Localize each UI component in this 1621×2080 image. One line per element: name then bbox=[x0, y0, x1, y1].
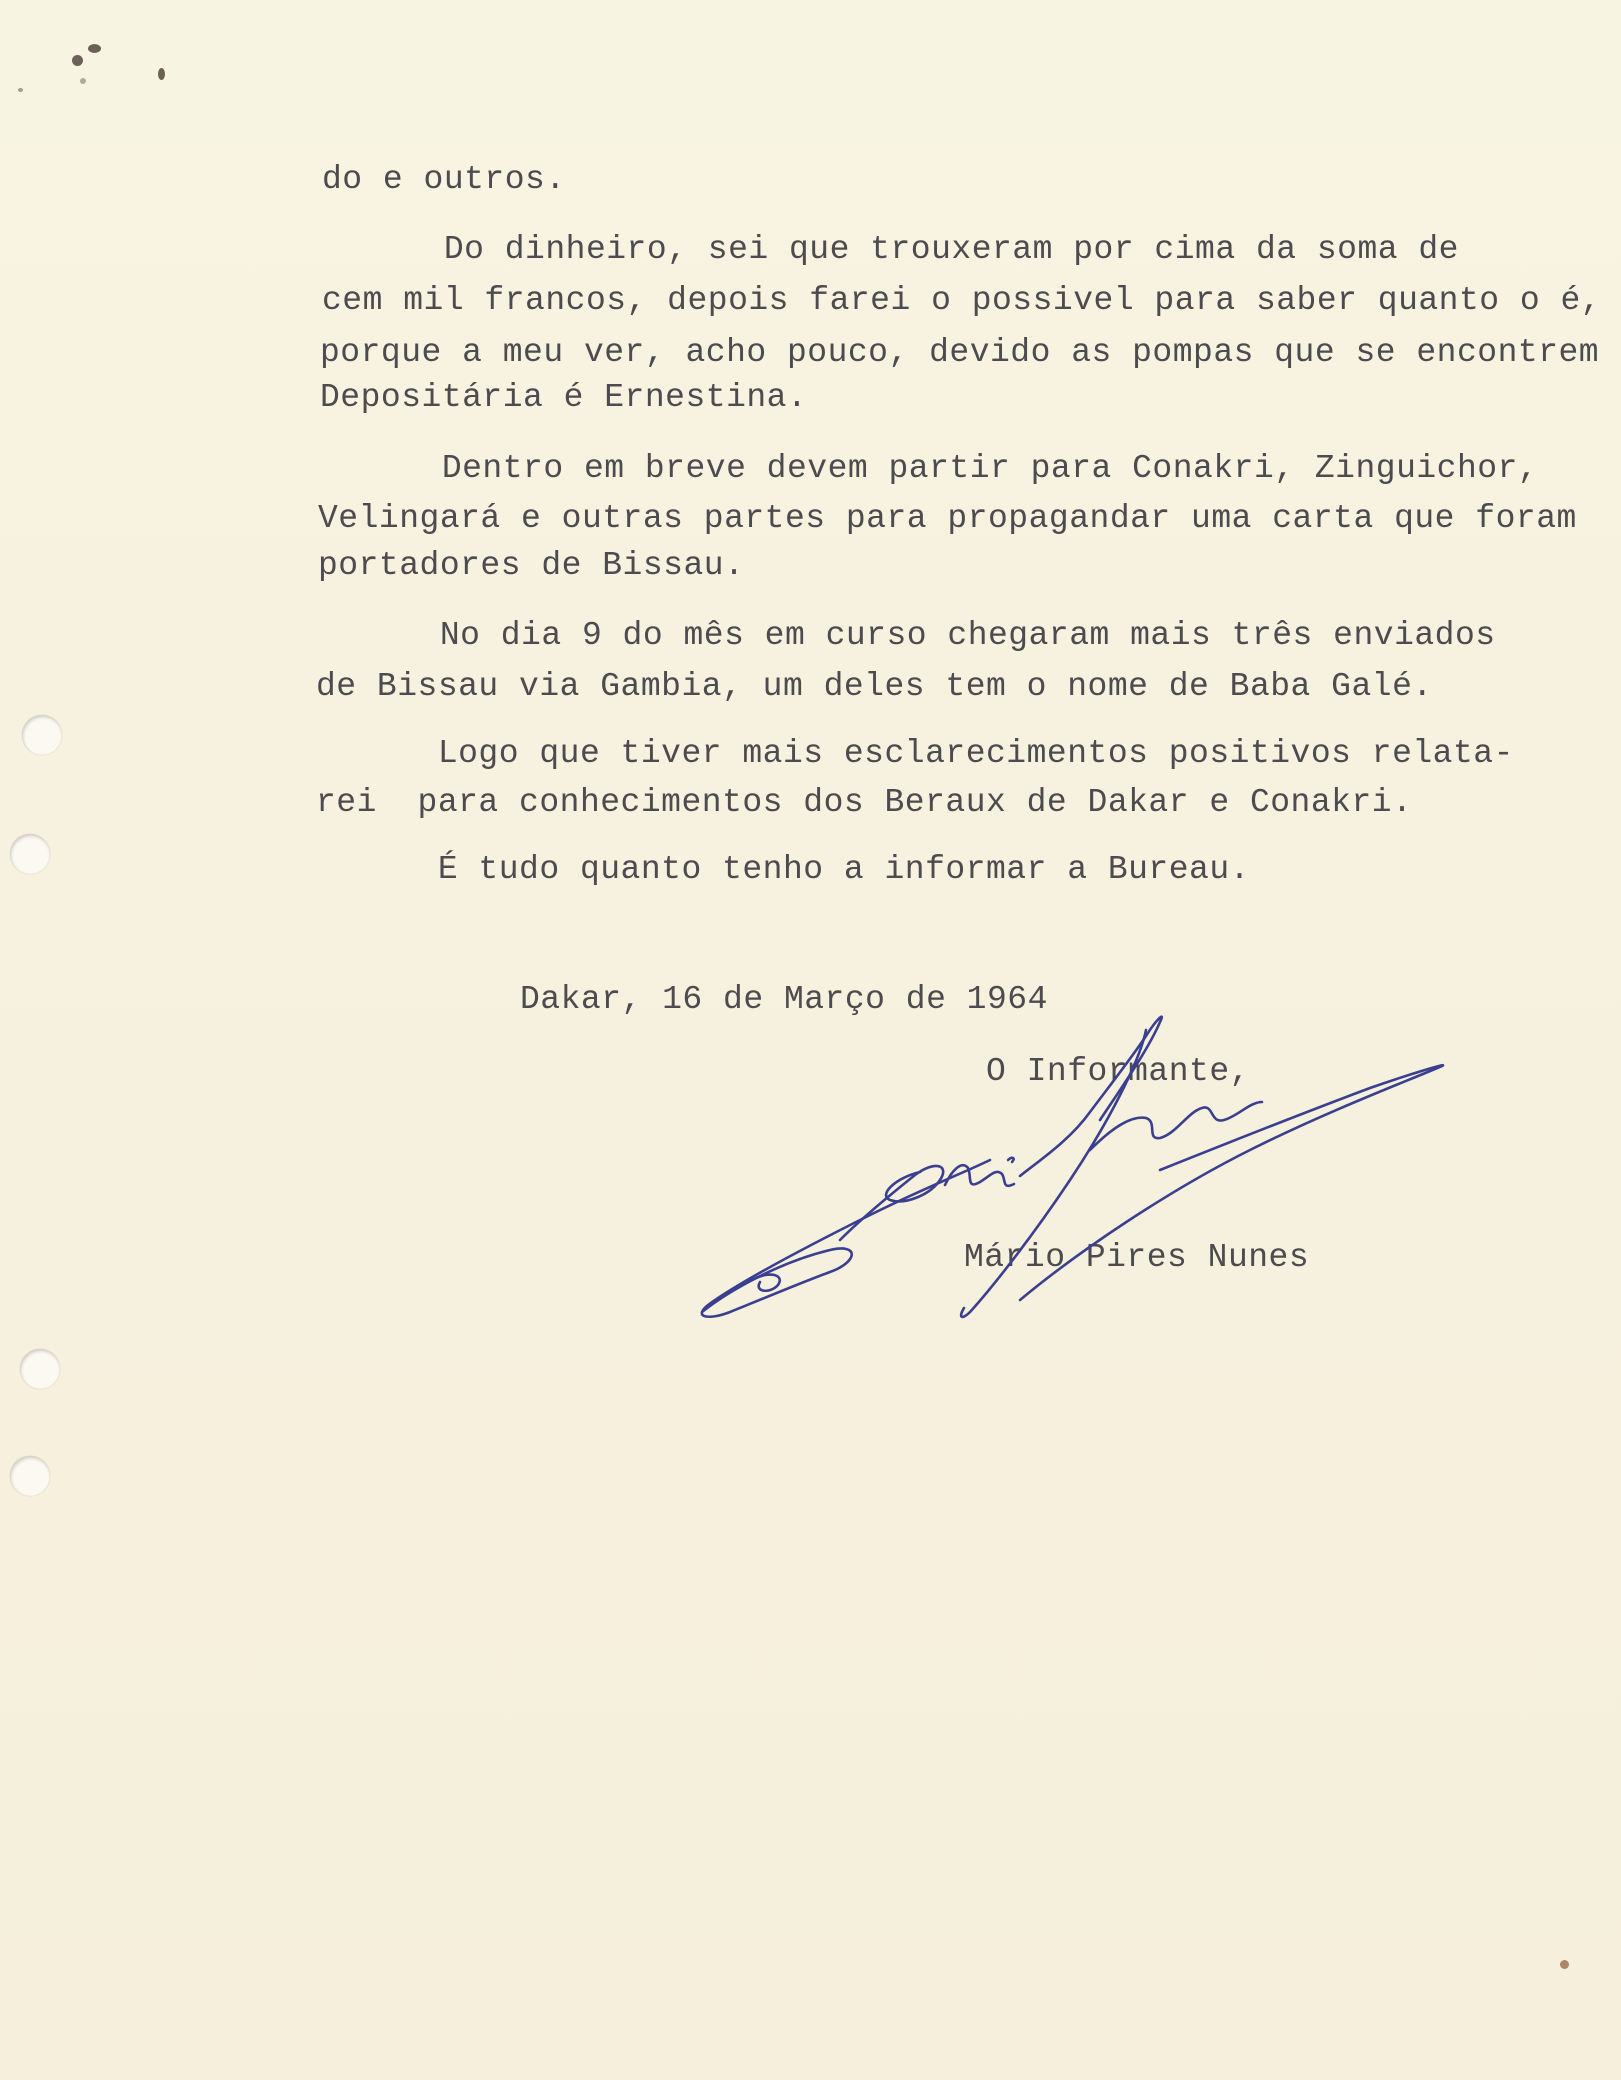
punch-hole bbox=[22, 715, 62, 755]
punch-hole bbox=[10, 834, 50, 874]
paragraph-line: Do dinheiro, sei que trouxeram por cima da soma de bbox=[322, 231, 1459, 268]
paragraph-line: Dentro em breve devem partir para Conakri, Zinguichor, bbox=[320, 450, 1539, 487]
ink-speck bbox=[88, 44, 101, 53]
paragraph-line: Depositária é Ernestina. bbox=[320, 379, 808, 416]
continuation-line: do e outros. bbox=[322, 161, 566, 198]
ink-speck bbox=[72, 55, 83, 66]
paragraph-line: cem mil francos, depois farei o possivel para saber quanto o é, bbox=[322, 282, 1602, 319]
paragraph-line: No dia 9 do mês em curso chegaram mais três enviados bbox=[318, 617, 1496, 654]
paragraph-line: de Bissau via Gambia, um deles tem o nome de Baba Galé. bbox=[316, 668, 1433, 705]
ink-speck bbox=[18, 88, 23, 92]
ink-speck bbox=[1560, 1960, 1569, 1969]
paragraph-line: rei para conhecimentos dos Beraux de Dakar e Conakri. bbox=[316, 784, 1413, 821]
ink-speck bbox=[80, 78, 86, 84]
punch-hole bbox=[10, 1456, 50, 1496]
paragraph-line: portadores de Bissau. bbox=[318, 547, 745, 584]
punch-hole bbox=[20, 1349, 60, 1389]
ink-speck bbox=[158, 68, 165, 80]
date-line: Dakar, 16 de Março de 1964 bbox=[520, 981, 1048, 1018]
paragraph-line: Logo que tiver mais esclarecimentos positivos relata- bbox=[316, 735, 1514, 772]
paragraph-line: Velingará e outras partes para propagandar uma carta que foram bbox=[318, 500, 1577, 537]
handwritten-signature bbox=[690, 1000, 1470, 1340]
paragraph-line: É tudo quanto tenho a informar a Bureau. bbox=[316, 851, 1250, 888]
paragraph-line: porque a meu ver, acho pouco, devido as pompas que se encontrem bbox=[320, 334, 1600, 371]
signer-name: Mário Pires Nunes bbox=[964, 1239, 1310, 1276]
closing-line: O Informante, bbox=[986, 1053, 1250, 1090]
